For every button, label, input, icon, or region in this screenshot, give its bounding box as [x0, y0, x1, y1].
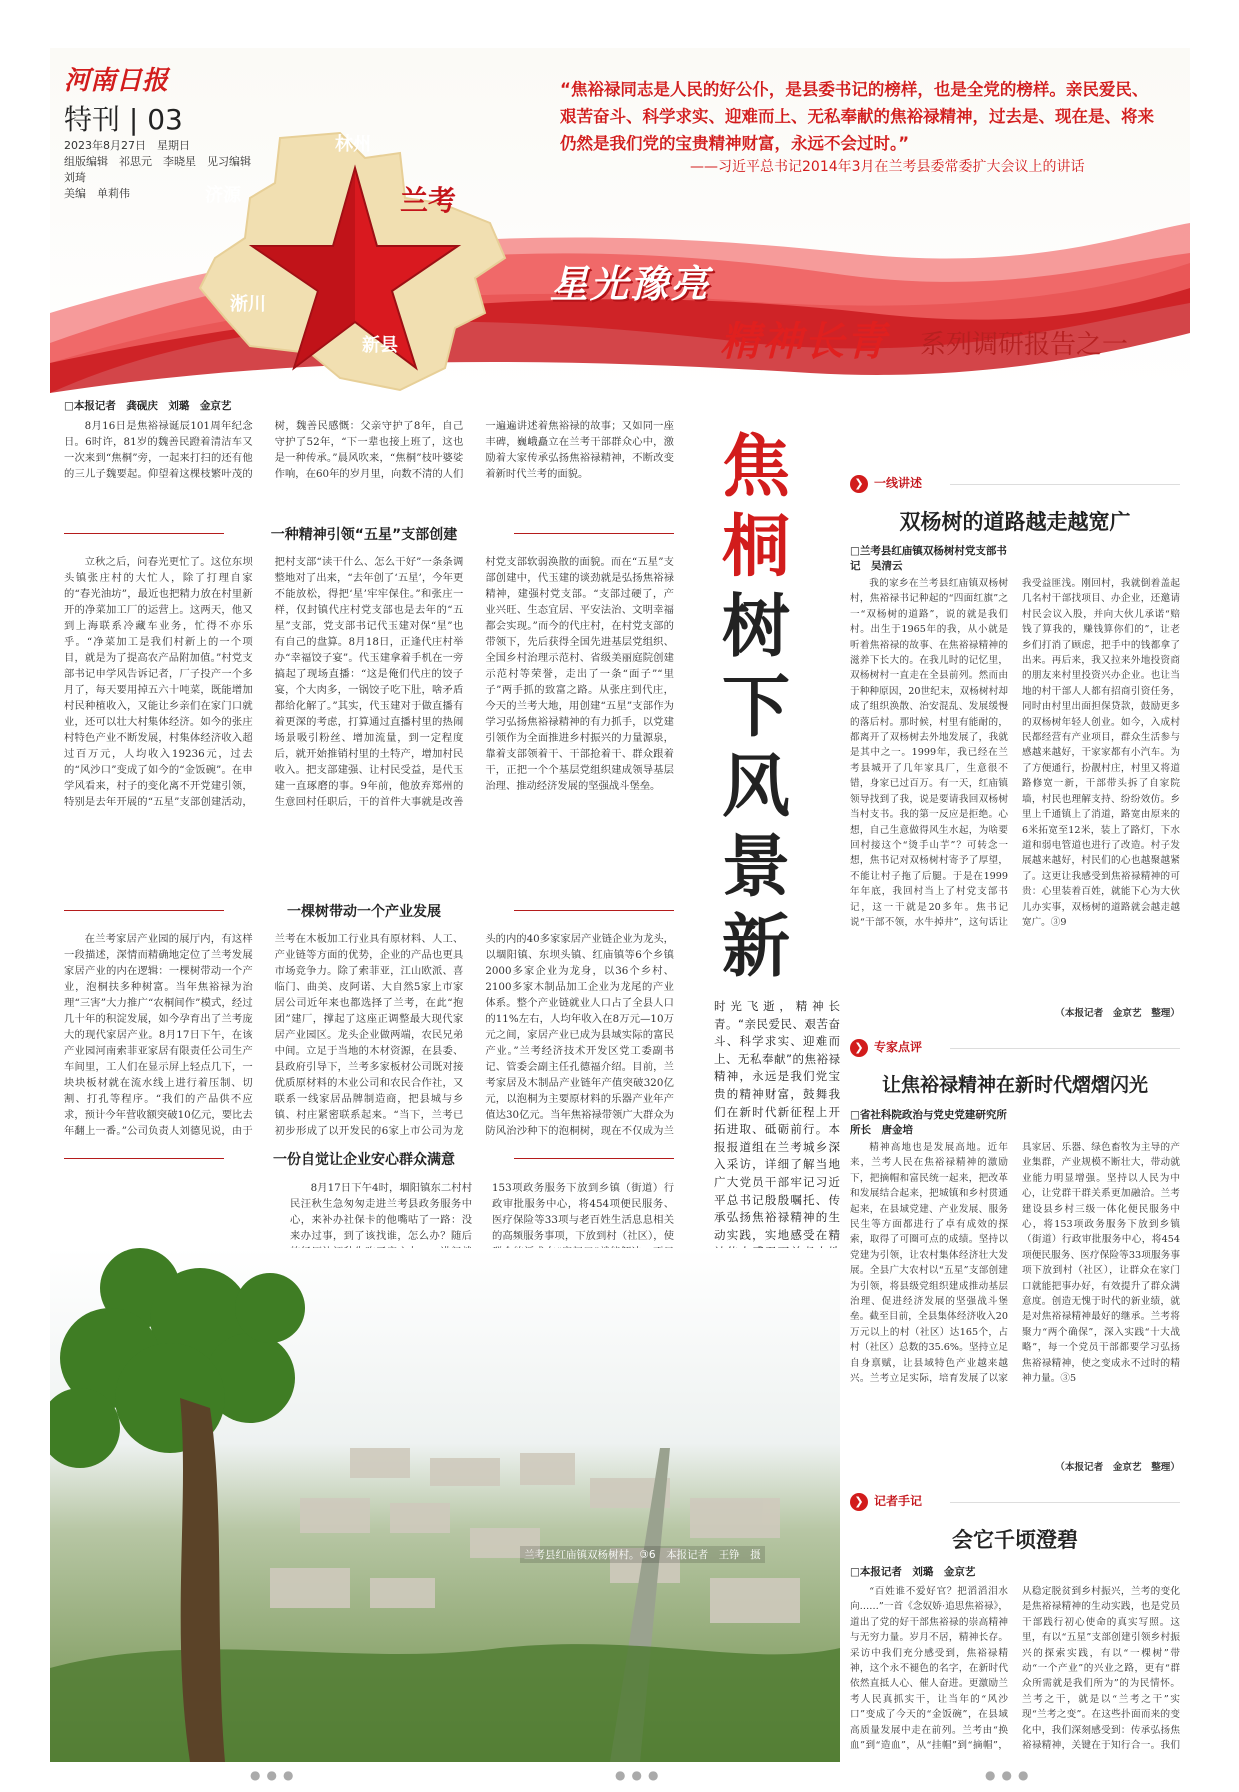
village-photo — [50, 1248, 840, 1762]
series-label: 系列调研报告之一 — [920, 330, 1129, 360]
feature-lead: 时光飞逝，精神长青。“亲民爱民、艰苦奋斗、科学求实、迎难而上、无私奉献”的焦裕禄精神，永远是我们党宝贵的精神财富，鼓舞我们在新时代新征程上开拓进取、砥砺前行。本报报道组在兰考城乡深入采访，详细了解当地广大党员干部牢记习近平总书记殷殷嘱托、传承弘扬焦裕禄精神的生动实践，实地感受在精 — [714, 999, 840, 1242]
tag-notes — [850, 1492, 922, 1511]
article-note-2: （本报记者 金京艺 整理） — [1055, 1462, 1180, 1473]
divider — [950, 1502, 1180, 1503]
place-linzhou: 林州 — [335, 134, 371, 155]
divider — [514, 1158, 674, 1159]
place-lankao: 兰考 — [400, 184, 457, 217]
divider — [950, 484, 1180, 485]
henan-map-icon — [190, 128, 520, 393]
divider — [64, 533, 224, 534]
title-char: 焦 — [721, 428, 790, 507]
bullet-arrow-icon: ❯ — [850, 1039, 868, 1057]
divider — [514, 533, 674, 534]
tag-expert-label: 专家点评 — [874, 1040, 923, 1054]
subhead-1: 一种精神引领“五星”支部创建 — [270, 527, 458, 543]
tag-expert — [850, 1038, 922, 1057]
place-jiyuan: 济源 — [205, 185, 241, 206]
newspaper-logo: 河南日报 — [64, 66, 169, 96]
issue-art-editor: 美编 单莉伟 — [64, 187, 130, 200]
section-1-text: 立秋之后，问春光更忙了。这位东坝头镇张庄村的大忙人，除了打理自家的“春光油坊”，最近也把精力放在村里新开的净菜加工厂的运营上。这两天，他又到上海联系冷藏车业务，忙得不亦乐乎。“净菜加工是我们村新上的一个项目，就是为了提高农产品附加值。”村党支部书记申学风告诉记者，厂子投产一个多月了，每天要用掉五六十吨菜，既能增加村民种植收入，又能让乡亲们在家门口就业，还可以壮大村集体经济。如今的张庄村特色产业不断发展，村集体经济收入超过百万元，人均收入19236元，过去的“风沙口”变成了如今的“金饭碗”。在申学风看来，村子的变化离不开党建引领，特别是去年开展的“五星”支部创建活动，把村支部“读干什么、怎么干好”一条条调整地对了出来，“去年创了‘五星’，今年更不能放松，得把‘星’牢牢保住。”和张庄一样，仅封镇代庄村党支部也是去年的“五星”支部，党支部书记代玉建对保“星”也有自己的盘算。8月18日，正逢代庄村举办“幸福饺子宴”。代玉建拿着手机在一旁搞起了现场直播：“这是俺们代庄的饺子宴，个大肉多，一锅饺子吃下肚，啥矛盾都给化解了。”其实，代玉建对于做直播有着更深的考虑，打算通过直播村里的热闹场景吸引粉丝、增加流量，到一定程度后，就开始推销村里的土特产，增加村民收入。把支部建强、让村民受益，是代玉建一直琢磨的事。9年前，他放弃郑州的生意回村任职后，干的首件大事就是改善村党支部软弱涣散的面貌。而在“五星”支部创建中，代玉建的谈劲就是弘扬焦裕禄精神，建强村党支部。“支部过硬了，产业兴旺、生态宜居、平安法治、文明幸福都会实现。”而今的代庄村，在村党支部的带领下，先后获得全国先进基层党组织、全国乡村治理示范村、省级美丽庭院创建示范村等荣誉，走出了一条“面子”“里子”两手抓的致富之路。从张庄到代庄，今天的兰考大地，用创建“五星”支部作为学习弘扬焦裕禄精神的有力抓手，以党建引领作为全面推进乡村振兴的力量源泉，靠着支部领着干、干部抢着干、群众跟着干，正把一个个基层党组织建成领导基层治理、推动经济发展的坚强战斗堡垒。 — [64, 556, 674, 808]
bullet-arrow-icon: ❯ — [850, 1493, 868, 1511]
title-char: 风 — [721, 748, 790, 827]
section-label: 特刊 | 03 — [64, 103, 183, 136]
article-title-2: 让焦裕禄精神在新时代熠熠闪光 — [881, 1074, 1148, 1096]
article-body-2 — [850, 1140, 1180, 1460]
section-2-body — [64, 931, 674, 1143]
quote-source: ——习近平总书记2014年3月在兰考县委常委扩大会议上的讲话 — [690, 159, 1085, 175]
title-char: 树 — [721, 588, 790, 667]
title-char: 下 — [721, 668, 790, 747]
slogan-jingshen: 精神长青 — [720, 319, 888, 365]
subhead-2: 一棵树带动一个产业发展 — [287, 904, 441, 920]
header-banner — [50, 48, 1190, 393]
title-char: 新 — [721, 908, 790, 987]
title-char: 景 — [721, 828, 790, 907]
divider — [514, 910, 674, 911]
article-text-1: 我的家乡在兰考县红庙镇双杨树村，焦裕禄书记种起的“四面红旗”之一“双杨树的道路”，说的就是我们村。出生于1965年的我，从小就是听着焦裕禄的故事、在焦裕禄精神的滋养下长大的。在我儿时的记忆里，双杨树村一直走在全县前列。然而由于种种原因，20世纪末，双杨树村却成了组织涣散、治安混乱、发展缓慢的落后村。那时候，村里有能耐的，都离开了双杨树去外地发展了，我就是其中之一。1999年，我已经在兰考县城开了几年家具厂，生意很不错，身家已过百万。有一天，红庙镇领导找到了我，说是要请我回双杨树当村支书。我的第一反应是拒绝。心想，自己生意做得风生水起，为啥要回村接这个“烫手山芋”？可转念一想，焦书记对双杨树村寄予了厚望，不能让村子拖了后腿。于是在1999年年底，我回村当上了村党支部书记，这一干就是20多年。焦书记说“干部不领，水牛掉井”，这句话让我受益匪浅。刚回村，我就倒着盖起几名村干部找项目、办企业，还邀请村民会议入股，并向大伙儿承诺“赔钱了算我的，赚钱算你们的”，让老乡们打消了顾虑，把手中的钱都拿了出来。再后来，我又拉来外地投资商的朋友来村里投资兴办企业。也让当地的村干部人人都有招商引资任务，同时由村里出面担保贷款，鼓励更多的双杨树年轻人创业。如今，入成村民都经营有产业项目，群众生活参与感越来越好，干家家都有小汽车。为了方便通行，扮靓村庄，村里又将道路修宽一新，干部带头拆了自家院墙，村民也理解支持、纷纷效仿。乡里上千通镇上了消道，路宽由原来的6米拓宽至12米，装上了路灯，下水道和弱电管道也进行了改造。村子发展越来越好，村民们的心也越聚越紧了。这更让我感受到焦裕禄精神的可贵：心里装着百姓，就能下心为大伙儿办实事，双杨树的道路就会越走越宽广。③9 — [850, 578, 1180, 928]
article-title-1: 双杨树的道路越走越宽广 — [899, 509, 1131, 534]
intro-paragraph: 8月16日是焦裕禄诞辰101周年纪念日。6时许，81岁的魏善民蹬着清洁车又一次来到“焦桐”旁，一起来打扫的还有他的三儿子魏要起。仰望着这棵枝繁叶茂的树，魏善民感慨：父亲守护了8年，自己守护了52年，“下一辈也接上班了，这也是一种传承。”晨风吹来，“焦桐”枝叶婆娑作响，在60年的岁月里，向数不清的人们一遍遍讲述着焦裕禄的故事；又如同一座丰碑，巍峨矗立在兰考干部群众心中，激励着大家传承弘扬焦裕禄精神，不断改变着新时代兰考的面貌。 — [64, 420, 674, 480]
bullet-arrow-icon: ❯ — [850, 475, 868, 493]
article-byline-1: □兰考县红庙镇双杨树村党支部书记 吴清云 — [850, 545, 1007, 572]
slogan-xingguang: 星光豫亮 — [550, 262, 711, 306]
article-byline-3: □本报记者 刘璐 金京艺 — [850, 1566, 976, 1578]
article-body-3 — [850, 1584, 1180, 1760]
pager-dot-icon[interactable]: ●●● — [985, 1768, 1035, 1782]
subhead-3: 一份自觉让企业安心群众满意 — [273, 1152, 455, 1168]
place-xichuan: 淅川 — [230, 294, 266, 315]
tag-notes-label: 记者手记 — [874, 1494, 923, 1508]
main-intro — [64, 418, 674, 518]
divider — [64, 1158, 224, 1159]
section-1-body — [64, 554, 674, 894]
section-2-text: 在兰考家居产业园的展厅内，有这样一段描述，深情而精确地定位了兰考发展家居产业的内在逻辑：一棵树带动一个产业，泡桐扶多种树富。当年焦裕禄为治理“三害”大力推广“农桐间作”模式，经过几十年的积淀发展，如今孕育出了兰考庞大的现代家居产业。8月17日下午，在该产业园河南索菲亚家居有限责任公司生产车间里，工人们在显示屏上轻点几下，一块块板材就在流水线上进行着压制、切割、打孔等程序。“我们的产品供不应求，预计今年营收额突破10亿元，要比去年翻上一番。”公司负责人刘德见说，由于兰考在木板加工行业具有原材料、人工、产业链等方面的优势，企业的产品也更具市场竞争力。除了索菲亚，江山欧派、喜临门、曲美、皮阿诺、大自然5家上市家居公司近年来也都选择了兰考，在此“抱团”建厂，撑起了这座正调整最大现代家居产业园区。龙头企业做两端，农民兄弟中间。立足于当地的木材资源，在县委、县政府引导下，兰考多家板材公司既对接优质原材料的木业公司和农民合作社，又联系一线家居品牌制造商，把县城与乡镇、村庄紧密联系起来。“当下，兰考已初步形成了以开发民的6家上市公司为龙头的内的40多家家居产业链企业为龙头，以堌阳镇、东坝头镇、红庙镇等6个乡镇2000多家企业为龙身，以36个乡村、2100多家木制品加工企业为龙尾的产业体系。整个产业链就业人口占了全县人口的11%左右，人均年收入在8万元—10万元之间，家居产业已成为县域实际的富民产业。”兰考经济技术开发区党工委副书记、管委会副主任孔德福介绍。目前，兰考家居及木制品产业链年产值突破320亿元，以泡桐为主要原材料的乐器产业年产值达30亿元。当年焦裕禄带领广大群众为防风治沙种下的泡桐树，现在不仅成为兰 — [64, 933, 674, 1137]
newspaper-page — [50, 48, 1190, 1762]
title-char: 桐 — [721, 508, 790, 587]
pager-dot-icon[interactable]: ●●● — [250, 1768, 300, 1782]
tag-frontline — [850, 474, 922, 493]
issue-editors: 组版编辑 祁思元 李晓星 见习编辑 刘琦 — [64, 155, 262, 184]
tag-frontline-label: 一线讲述 — [874, 476, 923, 490]
main-byline: □本报记者 龚砚庆 刘璐 金京艺 — [64, 400, 232, 412]
divider — [64, 910, 224, 911]
feature-vertical-title — [716, 428, 796, 988]
article-text-2: 精神高地也是发展高地。近年来，兰考人民在焦裕禄精神的激励下，把摘帽和富民统一起来，把改革和发展结合起来，把城镇和乡村贯通起来，在县域党建、产业发展、服务民生等方面都进行了卓有成效的探索，取得了可圈可点的成绩。坚持以党建为引领，让农村集体经济壮大发展。全县广大农村以“五星”支部创建为引领，将县级党组织建成推动基层治理、促进经济发展的坚强战斗堡垒。截至目前，全县集体经济收入20万元以上的村（社区）达165个，占村（社区）总数的35.6%。坚持立足自身禀赋，让县域特色产业越来越兴。兰考立足实际，培育发展了以家具家居、乐器、绿色畜牧为主导的产业集群，产业规模不断壮大，带动就业能力明显增强。坚持以人民为中心，让党群干群关系更加融洽。兰考建设县乡村三级一体化便民服务中心，将153项政务服务下放到乡镇（街道）行政审批服务中心，将454项便民服务、医疗保险等33项服务事项下放到村（社区），让群众在家门口就能把事办好，有效提升了群众满意度。创造无愧于时代的新业绩，就是对焦裕禄精神最好的继承。兰考将聚力“两个确保”，深入实践“十大战略”，每一个党员干部都要学习弘扬焦裕禄精神，使之变成永不过时的精神力量。③5 — [850, 1142, 1180, 1385]
issue-date: 2023年8月27日 星期日 — [64, 139, 190, 152]
article-body-1 — [850, 576, 1180, 1006]
header-quote: “焦裕禄同志是人民的好公仆，是县委书记的榜样，也是全党的榜样。亲民爱民、艰苦奋斗、科学求实、迎难而上、无私奉献的焦裕禄精神，过去是、现在是、将来仍然是我们党的宝贵精神财富，永远不会过时。” — [560, 80, 1154, 153]
place-xinxian: 新县 — [362, 335, 398, 356]
article-byline-2: □省社科院政治与党史党建研究所所长 唐金培 — [850, 1109, 1007, 1136]
article-text-3: “百姓谁不爱好官？把滔滔泪水向……”一首《念奴娇·追思焦裕禄》，道出了党的好干部焦裕禄的崇高精神与无穷力量。岁月不居，精神长存。采访中我们充分感受到，焦裕禄精神，这个永不褪色的名字，在新时代依然直抵人心、催人奋进。更激励兰考人民真抓实干，让当年的“风沙口”变成了今天的“金饭碗”，在县域高质量发展中走在前列。兰考由“换血”到“造血”，从“挂帽”到“摘帽”，从稳定脱贫到乡村振兴，兰考的变化是焦裕禄精神的生动实践，也是党员干部践行初心使命的真实写照。这里，有以“五星”支部创建引领乡村振兴的探索实践，有以“一棵树”带动“一个产业”的兴业之路，更有“群众所需就是我们所为”的为民情怀。兰考之干，就是以“兰考之干”实现“兰考之变”。在这些扑面而来的变化中，我们深刻感受到：传承弘扬焦裕禄精神，关键在于知行合一。我们 — [850, 1586, 1180, 1752]
divider — [950, 1048, 1180, 1049]
article-title-3: 会它千顷澄碧 — [952, 1527, 1078, 1552]
photo-caption: 兰考县红庙镇双杨树村。③6 本报记者 王铮 摄 — [520, 1546, 765, 1563]
section-3-text: 8月17日下午4时，堌阳镇东二村村民汪秋生急匆匆走进兰考县政务服务中心，来补办社保卡的他嘴咕了一路：没来办过事，到了该找谁，怎么办？随后 153项政务服务下放到乡镇（街道）行政审批服务中心，将454项便民服务、医疗保险等33项与老百姓生活息息相关的高频服务事项，下放到村（社区），使 — [290, 1182, 674, 1242]
article-note-1: （本报记者 金京艺 整理） — [1055, 1008, 1180, 1019]
pager-dot-icon[interactable]: ●●● — [615, 1768, 665, 1782]
